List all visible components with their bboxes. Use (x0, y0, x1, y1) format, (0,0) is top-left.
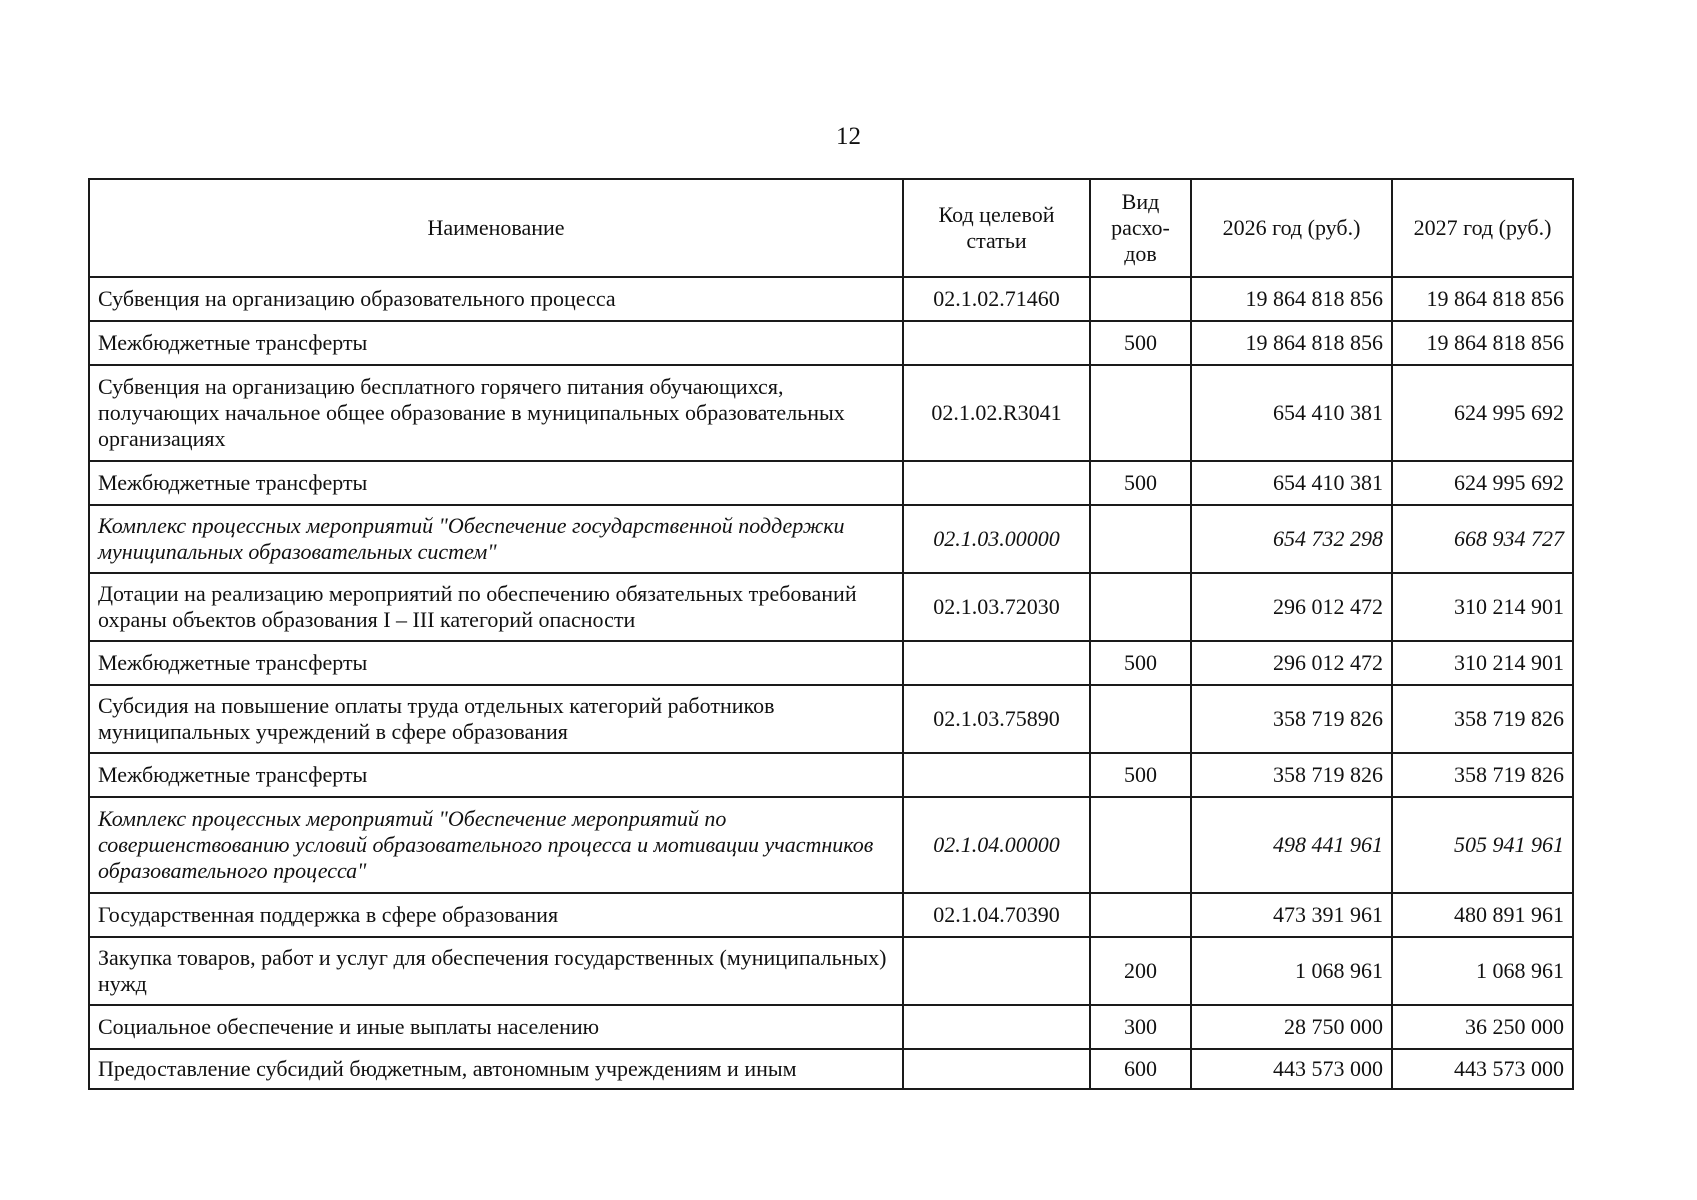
cell-name: Дотации на реализацию мероприятий по обеспечению обязательных требований охраны объектов образования I – III категорий опасности (89, 573, 903, 641)
cell-code: 02.1.02.71460 (903, 277, 1090, 321)
cell-kind (1090, 573, 1191, 641)
cell-name: Комплекс процессных мероприятий "Обеспечение государственной поддержки муниципальных образовательных систем" (89, 505, 903, 573)
cell-name: Комплекс процессных мероприятий "Обеспечение мероприятий по совершенствованию условий образовательного процесса и мотивации участников образовательного процесса" (89, 797, 903, 893)
cell-2027: 443 573 000 (1392, 1049, 1573, 1089)
cell-2027: 310 214 901 (1392, 641, 1573, 685)
page-number: 12 (836, 123, 861, 150)
cell-name: Межбюджетные трансферты (89, 461, 903, 505)
cell-2027: 624 995 692 (1392, 461, 1573, 505)
table-row (89, 461, 1573, 505)
cell-code (903, 1005, 1090, 1049)
table-row (89, 365, 1573, 461)
cell-name: Государственная поддержка в сфере образования (89, 893, 903, 937)
cell-code (903, 1049, 1090, 1089)
cell-2026: 28 750 000 (1191, 1005, 1392, 1049)
budget-table (88, 178, 1574, 1090)
cell-2026: 654 410 381 (1191, 365, 1392, 461)
cell-name: Межбюджетные трансферты (89, 641, 903, 685)
table-row (89, 797, 1573, 893)
table-body (89, 277, 1573, 1089)
cell-2026: 358 719 826 (1191, 753, 1392, 797)
cell-2027: 19 864 818 856 (1392, 277, 1573, 321)
cell-kind (1090, 505, 1191, 573)
cell-kind (1090, 277, 1191, 321)
cell-name: Субсидия на повышение оплаты труда отдельных категорий работников муниципальных учреждений в сфере образования (89, 685, 903, 753)
cell-code: 02.1.02.R3041 (903, 365, 1090, 461)
table-row (89, 1005, 1573, 1049)
cell-2026: 296 012 472 (1191, 641, 1392, 685)
cell-name: Межбюджетные трансферты (89, 321, 903, 365)
cell-2027: 505 941 961 (1392, 797, 1573, 893)
cell-code (903, 321, 1090, 365)
cell-code (903, 461, 1090, 505)
cell-2026: 1 068 961 (1191, 937, 1392, 1005)
cell-2027: 624 995 692 (1392, 365, 1573, 461)
cell-2027: 668 934 727 (1392, 505, 1573, 573)
cell-code (903, 937, 1090, 1005)
cell-2026: 296 012 472 (1191, 573, 1392, 641)
cell-2027: 36 250 000 (1392, 1005, 1573, 1049)
cell-2026: 19 864 818 856 (1191, 321, 1392, 365)
cell-code: 02.1.04.70390 (903, 893, 1090, 937)
cell-name: Социальное обеспечение и иные выплаты населению (89, 1005, 903, 1049)
table-row (89, 1049, 1573, 1089)
cell-kind (1090, 685, 1191, 753)
table-row (89, 685, 1573, 753)
cell-2026: 654 732 298 (1191, 505, 1392, 573)
cell-2026: 358 719 826 (1191, 685, 1392, 753)
cell-2027: 310 214 901 (1392, 573, 1573, 641)
cell-name: Закупка товаров, работ и услуг для обеспечения государственных (муниципальных) нужд (89, 937, 903, 1005)
cell-code: 02.1.03.00000 (903, 505, 1090, 573)
cell-2026: 473 391 961 (1191, 893, 1392, 937)
cell-2026: 443 573 000 (1191, 1049, 1392, 1089)
cell-kind: 500 (1090, 321, 1191, 365)
cell-kind: 500 (1090, 641, 1191, 685)
table-row (89, 641, 1573, 685)
header-row (89, 179, 1573, 277)
cell-name: Межбюджетные трансферты (89, 753, 903, 797)
cell-code: 02.1.04.00000 (903, 797, 1090, 893)
cell-2026: 498 441 961 (1191, 797, 1392, 893)
cell-code: 02.1.03.72030 (903, 573, 1090, 641)
cell-code (903, 641, 1090, 685)
cell-2027: 358 719 826 (1392, 753, 1573, 797)
header-2027: 2027 год (руб.) (1392, 179, 1573, 277)
cell-kind: 200 (1090, 937, 1191, 1005)
header-2026: 2026 год (руб.) (1191, 179, 1392, 277)
cell-kind: 600 (1090, 1049, 1191, 1089)
cell-2027: 358 719 826 (1392, 685, 1573, 753)
cell-name: Предоставление субсидий бюджетным, автономным учреждениям и иным (89, 1049, 903, 1089)
cell-2026: 654 410 381 (1191, 461, 1392, 505)
header-kind: Вид расхо-дов (1090, 179, 1191, 277)
cell-kind: 300 (1090, 1005, 1191, 1049)
cell-kind (1090, 893, 1191, 937)
table-row (89, 277, 1573, 321)
cell-2026: 19 864 818 856 (1191, 277, 1392, 321)
cell-kind (1090, 365, 1191, 461)
table-row (89, 321, 1573, 365)
cell-code (903, 753, 1090, 797)
cell-2027: 19 864 818 856 (1392, 321, 1573, 365)
table-row (89, 505, 1573, 573)
cell-name: Субвенция на организацию образовательного процесса (89, 277, 903, 321)
cell-kind: 500 (1090, 753, 1191, 797)
cell-kind (1090, 797, 1191, 893)
cell-kind: 500 (1090, 461, 1191, 505)
table-row (89, 937, 1573, 1005)
table-row (89, 893, 1573, 937)
table-row (89, 573, 1573, 641)
cell-code: 02.1.03.75890 (903, 685, 1090, 753)
cell-2027: 480 891 961 (1392, 893, 1573, 937)
header-name: Наименование (89, 179, 903, 277)
table-row (89, 753, 1573, 797)
cell-name: Субвенция на организацию бесплатного горячего питания обучающихся, получающих начальное общее образование в муниципальных образовательных организациях (89, 365, 903, 461)
header-code: Код целевой статьи (903, 179, 1090, 277)
cell-2027: 1 068 961 (1392, 937, 1573, 1005)
